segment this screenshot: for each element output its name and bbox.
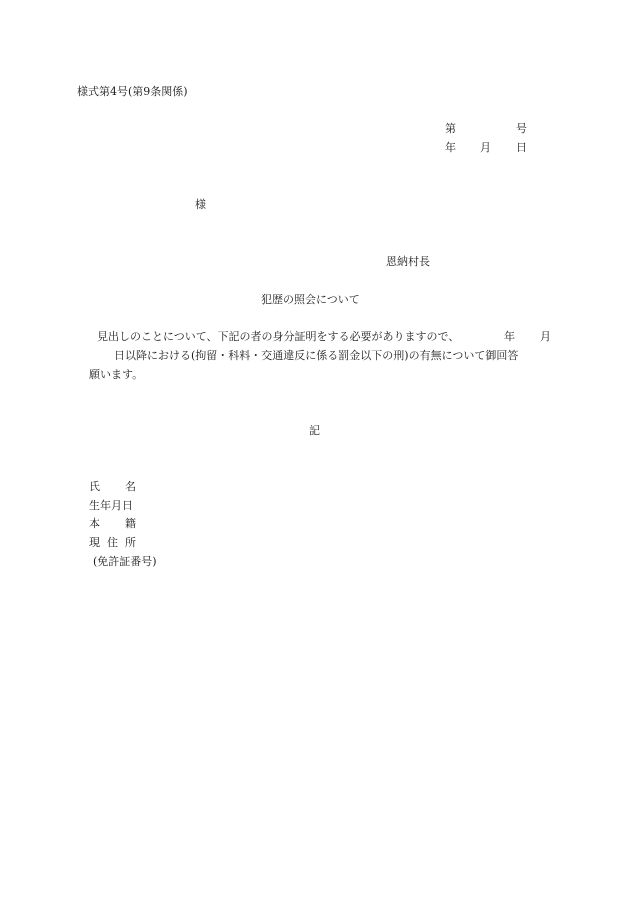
body-year-label: 年 — [504, 330, 515, 343]
field-license-number-label: (免許証番号) — [93, 555, 157, 568]
field-birthdate-label: 生年月日 — [89, 499, 133, 512]
field-address-label-third: 所 — [125, 536, 136, 549]
body-text-line-1: 見出しのことについて、下記の者の身分証明をする必要がありますので、 — [97, 330, 460, 343]
body-text-line-2: 日以降における(拘留・科料・交通違反に係る罰金以下の刑)の有無について御回答 — [114, 349, 519, 362]
field-domicile-label-second: 籍 — [125, 517, 136, 530]
body-month-label: 月 — [540, 330, 551, 343]
form-number: 様式第4号(第9条関係) — [77, 85, 188, 98]
document-number-prefix: 第 — [445, 122, 456, 135]
date-day-label: 日 — [516, 141, 527, 154]
field-domicile-label-first: 本 — [89, 517, 100, 530]
sender-title: 恩納村長 — [386, 255, 430, 268]
addressee-honorific: 様 — [195, 198, 206, 211]
field-address-label-first: 現 — [89, 536, 100, 549]
field-name-label-second: 名 — [125, 480, 136, 493]
ki-heading: 記 — [309, 424, 320, 437]
subject-title: 犯歴の照会について — [261, 293, 360, 306]
field-address-label-second: 住 — [107, 536, 118, 549]
document-number-suffix: 号 — [516, 122, 527, 135]
date-year-label: 年 — [445, 141, 456, 154]
field-name-label-first: 氏 — [89, 480, 100, 493]
date-month-label: 月 — [480, 141, 491, 154]
body-text-line-3: 願います。 — [89, 368, 144, 381]
